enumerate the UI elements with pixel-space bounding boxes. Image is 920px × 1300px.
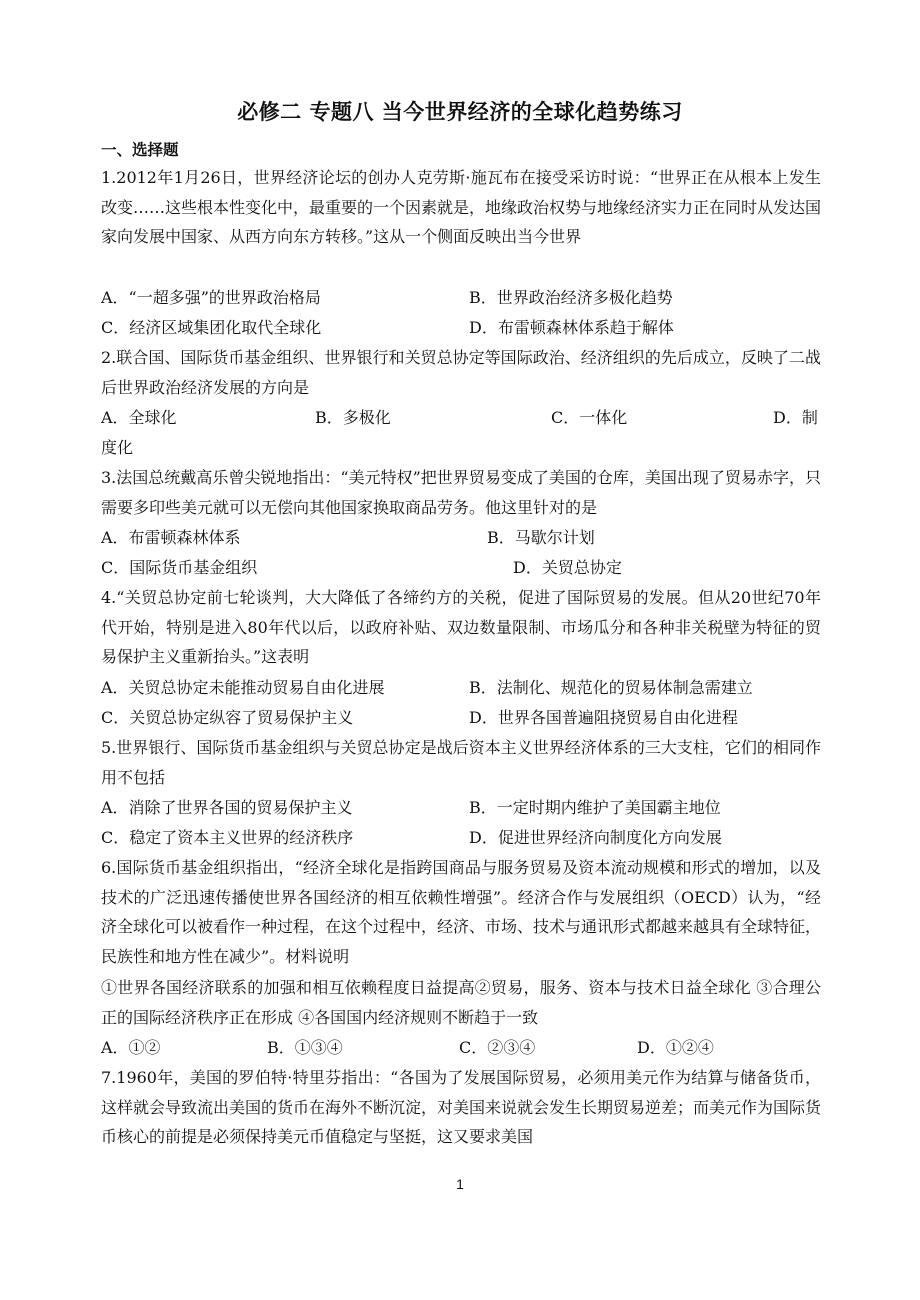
question-6-statements: ①世界各国经济联系的加强和相互依赖程度日益提高②贸易，服务、资本与技术日益全球化 ③合理公正的国际经济秩序正在形成 ④各国国内经济规则不断趋于一致 — [101, 978, 821, 1027]
question-4-stem: 4.“关贸总协定前七轮谈判，大大降低了各缔约方的关税，促进了国际贸易的发展。但从20世纪70年代开始，特别是进入80年代以后，以政府补贴、双边数量限制、市场瓜分和各种非关税壁为特征的贸易保护主义重新抬头。”这表明 — [101, 588, 821, 667]
q1-option-d: D．布雷顿森林体系趋于解体 — [469, 318, 674, 337]
q4-option-c: C．关贸总协定纵容了贸易保护主义 — [101, 708, 354, 727]
q2-option-d-continued: 度化 — [101, 438, 134, 457]
q2-option-d: D．制 — [773, 408, 818, 427]
page-title: 必修二 专题八 当今世界经济的全球化趋势练习 — [237, 100, 683, 124]
section-heading: 一、选择题 — [101, 141, 179, 159]
question-6-stem: 6.国际货币基金组织指出，“经济全球化是指跨国商品与服务贸易及资本流动规模和形式的增加，以及技术的广泛迅速传播使世界各国经济的相互依赖性增强”。经济合作与发展组织（OECD）认为，“经济全球化可以被看作一种过程，在这个过程中，经济、市场、技术与通讯形式都越来越具有全球特征，民族性和地方性在减少”。材料说明 — [101, 858, 822, 967]
q2-option-a: A．全球化 — [101, 408, 177, 427]
q5-option-c: C．稳定了资本主义世界的经济秩序 — [101, 828, 354, 847]
question-7-stem: 7.1960年，美国的罗伯特·特里芬指出：“各国为了发展国际贸易，必须用美元作为结算与储备货币，这样就会导致流出美国的货币在海外不断沉淀，对美国来说就会发生长期贸易逆差；而美元作为国际货币核心的前提是必须保持美元币值稳定与坚挺，这又要求美国 — [101, 1068, 822, 1147]
q3-option-b: B．马歇尔计划 — [487, 528, 595, 547]
q6-option-d: D．①②④ — [637, 1038, 714, 1057]
question-1-stem: 1.2012年1月26日，世界经济论坛的创办人克劳斯·施瓦布在接受采访时说：“世界正在从根本上发生改变……这些根本性变化中，最重要的一个因素就是，地缘政治权势与地缘经济实力正在同时从发达国家向发展中国家、从西方向东方转移。”这从一个侧面反映出当今世界 — [101, 168, 822, 247]
question-2-stem: 2.联合国、国际货币基金组织、世界银行和关贸总协定等国际政治、经济组织的先后成立，反映了二战后世界政治经济发展的方向是 — [101, 348, 821, 397]
q1-option-a: A．“一超多强”的世界政治格局 — [101, 288, 321, 307]
question-5-stem: 5.世界银行、国际货币基金组织与关贸总协定是战后资本主义世界经济体系的三大支柱，它们的相同作用不包括 — [101, 738, 821, 787]
q2-option-c: C．一体化 — [551, 408, 628, 427]
page-number: 1 — [456, 1176, 464, 1192]
q1-option-c: C．经济区域集团化取代全球化 — [101, 318, 322, 337]
q5-option-a: A．消除了世界各国的贸易保护主义 — [101, 798, 353, 817]
q1-option-b: B．世界政治经济多极化趋势 — [469, 288, 673, 307]
q3-option-d: D．关贸总协定 — [513, 558, 622, 577]
q3-option-a: A．布雷顿森林体系 — [101, 528, 241, 547]
q6-option-c: C．②③④ — [459, 1038, 536, 1057]
q5-option-d: D．促进世界经济向制度化方向发展 — [469, 828, 722, 847]
q5-option-b: B．一定时期内维护了美国霸主地位 — [469, 798, 721, 817]
q4-option-d: D．世界各国普遍阻挠贸易自由化进程 — [469, 708, 738, 727]
q6-option-b: B．①③④ — [267, 1038, 343, 1057]
q6-option-a: A．①② — [101, 1038, 161, 1057]
question-3-stem: 3.法国总统戴高乐曾尖锐地指出：“美元特权”把世界贸易变成了美国的仓库，美国出现了贸易赤字，只需要多印些美元就可以无偿向其他国家换取商品劳务。他这里针对的是 — [101, 468, 821, 517]
q3-option-c: C．国际货币基金组织 — [101, 558, 258, 577]
q2-option-b: B．多极化 — [315, 408, 391, 427]
q4-option-b: B．法制化、规范化的贸易体制急需建立 — [469, 678, 753, 697]
q4-option-a: A．关贸总协定未能推动贸易自由化进展 — [101, 678, 385, 697]
